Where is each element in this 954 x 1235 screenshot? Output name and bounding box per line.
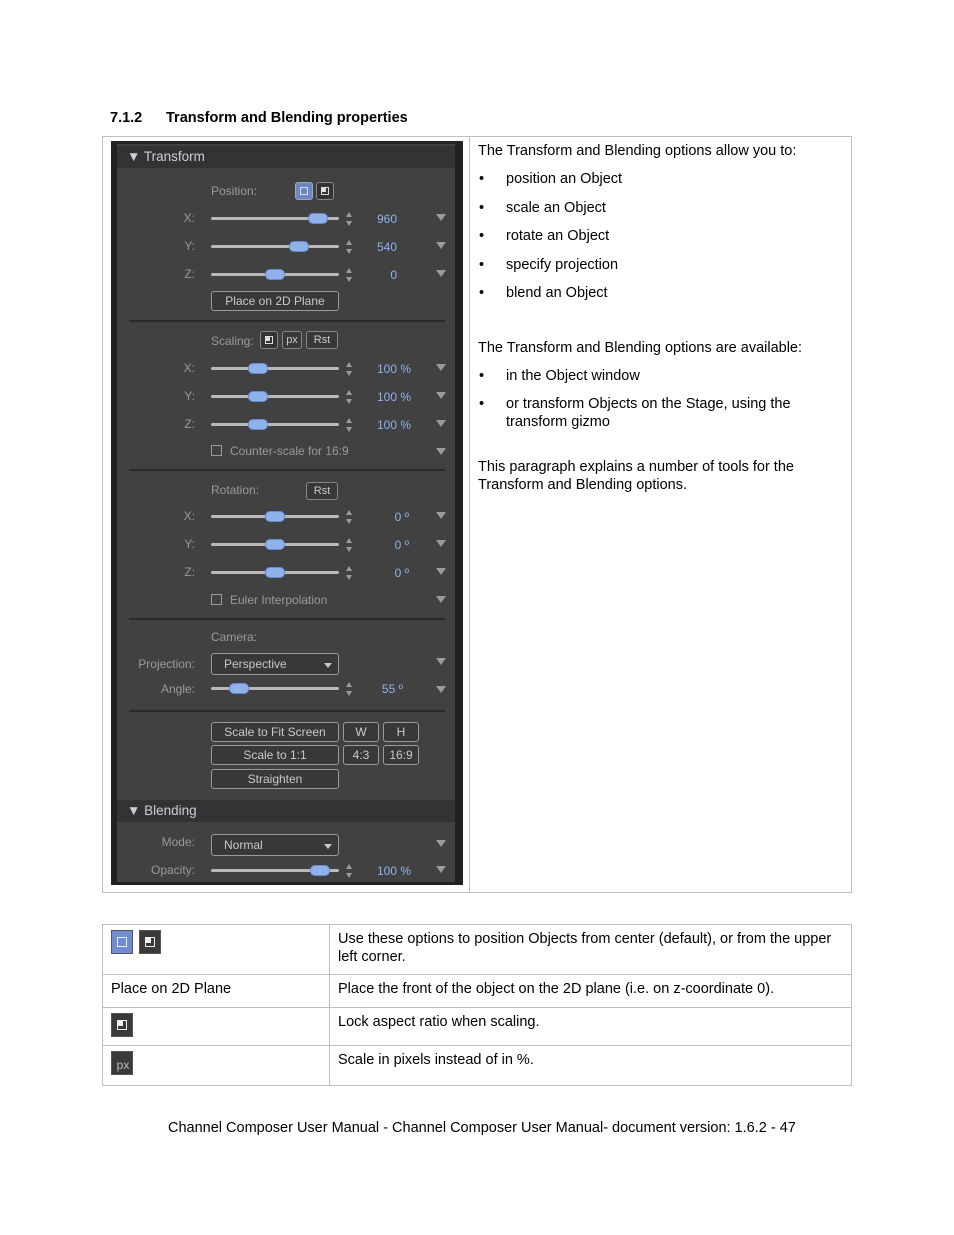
table-cell: Place the front of the object on the 2D plane (i.e. on z-coordinate 0). bbox=[330, 975, 852, 1008]
scale-y-menu-arrow[interactable] bbox=[436, 392, 446, 399]
pos-x-label: X: bbox=[183, 211, 195, 225]
opacity-menu-arrow[interactable] bbox=[436, 866, 446, 873]
pos-x-slider[interactable] bbox=[211, 217, 339, 220]
scale-z-menu-arrow[interactable] bbox=[436, 420, 446, 427]
rot-x-stepper[interactable] bbox=[345, 510, 352, 524]
rot-y-value[interactable]: 0 º bbox=[394, 538, 409, 552]
options-table bbox=[102, 924, 852, 1086]
opacity-slider[interactable] bbox=[211, 869, 339, 872]
chevron-down-icon bbox=[324, 844, 332, 849]
center-icon bbox=[300, 187, 308, 195]
slider-knob[interactable] bbox=[248, 363, 268, 374]
euler-menu-arrow[interactable] bbox=[436, 596, 446, 603]
rot-z-label: Z: bbox=[184, 565, 195, 579]
list-item: • in the Object window bbox=[478, 367, 838, 385]
position-corner-icon bbox=[139, 930, 161, 954]
slider-knob[interactable] bbox=[289, 241, 309, 252]
section-number: 7.1.2 bbox=[110, 110, 143, 126]
scaling-label: Scaling: bbox=[211, 334, 254, 348]
rot-z-menu-arrow[interactable] bbox=[436, 568, 446, 575]
table-cell: Scale in pixels instead of in %. bbox=[330, 1046, 852, 1086]
intro-paragraph-3: This paragraph explains a number of tools for the Transform and Blending options. bbox=[478, 458, 794, 493]
pos-y-slider[interactable] bbox=[211, 245, 339, 248]
pos-x-menu-arrow[interactable] bbox=[436, 214, 446, 221]
lock-aspect-button[interactable] bbox=[260, 331, 278, 349]
angle-value[interactable]: 55 º bbox=[381, 682, 403, 696]
place-on-2d-plane-button[interactable]: Place on 2D Plane bbox=[211, 291, 339, 311]
separator bbox=[129, 618, 445, 620]
table-cell: Place on 2D Plane bbox=[103, 975, 330, 1008]
rot-x-value[interactable]: 0 º bbox=[394, 510, 409, 524]
list-item: • specify projection bbox=[478, 256, 838, 274]
separator bbox=[129, 469, 445, 471]
pos-x-value[interactable]: 960 bbox=[376, 212, 397, 226]
list-item: • blend an Object bbox=[478, 284, 838, 302]
table-cell bbox=[103, 1008, 330, 1046]
intro-paragraph-1: The Transform and Blending options allow you to: bbox=[478, 143, 797, 159]
blending-section-header[interactable]: ▼ Blending bbox=[117, 800, 455, 822]
scale-x-value[interactable]: 100 % bbox=[376, 362, 411, 376]
section-title: Transform and Blending properties bbox=[166, 110, 408, 126]
availability-list bbox=[478, 367, 838, 432]
rot-z-value[interactable]: 0 º bbox=[394, 566, 409, 580]
scale-x-slider[interactable] bbox=[211, 367, 339, 370]
slider-knob[interactable] bbox=[308, 213, 328, 224]
pos-z-label: Z: bbox=[184, 267, 195, 281]
object-window-screenshot bbox=[111, 141, 463, 885]
scale-to-1-1-button[interactable]: Scale to 1:1 bbox=[211, 745, 339, 765]
opacity-label: Opacity: bbox=[150, 863, 195, 877]
rot-x-slider[interactable] bbox=[211, 515, 339, 518]
scale-z-value[interactable]: 100 % bbox=[376, 418, 411, 432]
scale-x-label: X: bbox=[183, 361, 195, 375]
scale-y-stepper[interactable] bbox=[345, 390, 352, 404]
separator bbox=[129, 320, 445, 322]
intro-text bbox=[478, 142, 838, 494]
slider-knob[interactable] bbox=[248, 391, 268, 402]
table-row bbox=[103, 1008, 852, 1046]
scale-x-menu-arrow[interactable] bbox=[436, 364, 446, 371]
list-item: • scale an Object bbox=[478, 199, 838, 217]
rot-y-slider[interactable] bbox=[211, 543, 339, 546]
pos-y-label: Y: bbox=[184, 239, 195, 253]
scale-z-label: Z: bbox=[184, 417, 195, 431]
euler-label: Euler Interpolation bbox=[230, 593, 328, 607]
section-heading bbox=[110, 110, 408, 126]
fit-width-button[interactable]: W bbox=[343, 722, 379, 742]
scale-x-stepper[interactable] bbox=[345, 362, 352, 376]
rot-y-menu-arrow[interactable] bbox=[436, 540, 446, 547]
mode-label: Mode: bbox=[161, 835, 195, 849]
pos-y-value[interactable]: 540 bbox=[376, 240, 397, 254]
pos-z-slider[interactable] bbox=[211, 273, 339, 276]
rot-x-label: X: bbox=[183, 509, 195, 523]
scale-y-label: Y: bbox=[184, 389, 195, 403]
transform-section-header[interactable]: ▼ Transform bbox=[117, 146, 455, 168]
position-center-icon bbox=[111, 930, 133, 954]
pos-z-value[interactable]: 0 bbox=[390, 268, 397, 282]
position-corner-button[interactable] bbox=[316, 182, 334, 200]
blend-mode-dropdown[interactable] bbox=[211, 834, 339, 856]
slider-knob[interactable] bbox=[310, 865, 330, 876]
rotation-reset-button[interactable]: Rst bbox=[306, 482, 338, 500]
scale-z-slider[interactable] bbox=[211, 423, 339, 426]
opacity-stepper[interactable] bbox=[345, 864, 352, 878]
pos-z-menu-arrow[interactable] bbox=[436, 270, 446, 277]
fit-height-button[interactable]: H bbox=[383, 722, 419, 742]
angle-label: Angle: bbox=[160, 682, 195, 696]
blend-mode-value: Normal bbox=[224, 838, 263, 852]
mode-menu-arrow[interactable] bbox=[436, 840, 446, 847]
table-cell: Lock aspect ratio when scaling. bbox=[330, 1008, 852, 1046]
rot-y-stepper[interactable] bbox=[345, 538, 352, 552]
rotation-label: Rotation: bbox=[211, 483, 260, 497]
column-divider bbox=[469, 137, 470, 892]
opacity-value[interactable]: 100 % bbox=[376, 864, 411, 878]
rot-z-stepper[interactable] bbox=[345, 566, 352, 580]
projection-dropdown[interactable] bbox=[211, 653, 339, 675]
position-label: Position: bbox=[211, 184, 258, 198]
slider-knob[interactable] bbox=[229, 683, 249, 694]
table-cell bbox=[103, 1046, 330, 1086]
table-row bbox=[103, 1046, 852, 1086]
pixels-button[interactable]: px bbox=[282, 331, 302, 349]
transform-panel bbox=[117, 144, 455, 882]
chevron-down-icon bbox=[324, 663, 332, 668]
table-row bbox=[103, 925, 852, 975]
corner-icon bbox=[321, 187, 329, 195]
slider-knob[interactable] bbox=[248, 419, 268, 430]
lock-aspect-icon bbox=[265, 336, 273, 344]
camera-label: Camera: bbox=[211, 630, 258, 644]
pixels-icon: px bbox=[111, 1051, 133, 1075]
overview-table bbox=[102, 136, 852, 893]
list-item: • rotate an Object bbox=[478, 227, 838, 245]
scale-z-stepper[interactable] bbox=[345, 418, 352, 432]
scale-y-value[interactable]: 100 % bbox=[376, 390, 411, 404]
slider-knob[interactable] bbox=[265, 567, 285, 578]
projection-menu-arrow[interactable] bbox=[436, 658, 446, 665]
position-center-button[interactable] bbox=[295, 182, 313, 200]
angle-menu-arrow[interactable] bbox=[436, 686, 446, 693]
capabilities-list bbox=[478, 170, 838, 302]
table-row bbox=[103, 975, 852, 1008]
projection-label: Projection: bbox=[138, 657, 195, 671]
list-item: • position an Object bbox=[478, 170, 838, 188]
lock-aspect-icon bbox=[111, 1013, 133, 1037]
rot-z-slider[interactable] bbox=[211, 571, 339, 574]
counter-scale-label: Counter-scale for 16:9 bbox=[230, 444, 349, 458]
slider-knob[interactable] bbox=[265, 539, 285, 550]
counter-scale-menu-arrow[interactable] bbox=[436, 448, 446, 455]
scale-reset-button[interactable]: Rst bbox=[306, 331, 338, 349]
rot-y-label: Y: bbox=[184, 537, 195, 551]
angle-stepper[interactable] bbox=[345, 682, 352, 696]
table-cell bbox=[103, 925, 330, 975]
angle-slider[interactable] bbox=[211, 687, 339, 690]
scale-y-slider[interactable] bbox=[211, 395, 339, 398]
page-footer: Channel Composer User Manual - Channel Composer User Manual- document version: 1.6.2 - 47 bbox=[168, 1120, 796, 1136]
separator bbox=[129, 710, 445, 712]
scale-to-fit-screen-button[interactable]: Scale to Fit Screen bbox=[211, 722, 339, 742]
rot-x-menu-arrow[interactable] bbox=[436, 512, 446, 519]
slider-knob[interactable] bbox=[265, 511, 285, 522]
slider-knob[interactable] bbox=[265, 269, 285, 280]
table-cell: Use these options to position Objects from center (default), or from the upper left corner. bbox=[330, 925, 852, 975]
ratio-4-3-button[interactable]: 4:3 bbox=[343, 745, 379, 765]
euler-checkbox[interactable] bbox=[211, 594, 222, 605]
ratio-16-9-button[interactable]: 16:9 bbox=[383, 745, 419, 765]
pos-y-menu-arrow[interactable] bbox=[436, 242, 446, 249]
counter-scale-checkbox[interactable] bbox=[211, 445, 222, 456]
projection-value: Perspective bbox=[224, 657, 287, 671]
intro-paragraph-2: The Transform and Blending options are available: bbox=[478, 339, 803, 356]
straighten-button[interactable]: Straighten bbox=[211, 769, 339, 789]
list-item: • or transform Objects on the Stage, using the transform gizmo bbox=[478, 395, 838, 431]
